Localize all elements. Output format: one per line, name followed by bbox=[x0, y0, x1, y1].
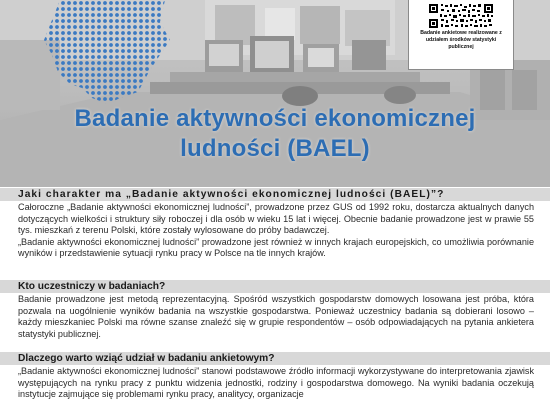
section-heading: Jaki charakter ma „Badanie aktywności ekonomicznej ludności (BAEL)”? bbox=[0, 188, 550, 201]
section-why-participate bbox=[0, 352, 550, 400]
paragraph: Badanie prowadzone jest metodą reprezentacyjną. Spośród wszystkich gospodarstw domowych losowana jest próba, która pozwala na uogólnienie wyników badania na wszystkie gospodarstwa. Ponieważ uczestnicy badania są dobierani losowo – każdy mieszkaniec Polski ma równe szanse znaleźć się w grupie respondentów – osób odpowiadających na pytania ankietera statystyki publicznej. bbox=[18, 294, 534, 339]
section-participants bbox=[0, 280, 550, 340]
header-photo bbox=[0, 0, 550, 187]
qr-code-icon bbox=[427, 3, 495, 29]
section-text bbox=[0, 293, 550, 340]
article-body bbox=[0, 188, 550, 400]
page-title bbox=[0, 104, 550, 164]
paragraph: Całoroczne „Badanie aktywności ekonomicznej ludności”, prowadzone przez GUS od 1992 roku, dostarcza aktualnych danych dotyczących wielkości i struktury siły roboczej i dla osób w wieku 15 lat i więcej. Obecnie badanie prowadzone jest w prawie 55 tys. mieszkań z terenu Polski, które zostały wylosowane do próby badawczej. bbox=[18, 202, 534, 236]
poland-map-icon bbox=[0, 0, 200, 110]
qr-caption: Badanie ankietowe realizowane z udziałem środków statystyki publicznej bbox=[420, 30, 502, 50]
section-heading: Kto uczestniczy w badaniach? bbox=[0, 280, 550, 293]
title-line-1: Badanie aktywności ekonomicznej bbox=[74, 105, 476, 132]
paragraph: „Badanie aktywności ekonomicznej ludności” prowadzone jest również w innych krajach europejskich, co umożliwia porównanie wyników i przedstawienie sytuacji rynku pracy w Polsce na tle innych krajów. bbox=[18, 236, 534, 259]
section-character bbox=[0, 188, 550, 260]
section-heading: Dlaczego warto wziąć udział w badaniu ankietowym? bbox=[0, 352, 550, 365]
title-line-2: ludności (BAEL) bbox=[180, 135, 370, 162]
qr-badge bbox=[408, 0, 514, 70]
section-text bbox=[0, 365, 550, 400]
section-text bbox=[0, 201, 550, 260]
paragraph: „Badanie aktywności ekonomicznej ludności” stanowi podstawowe źródło informacji wykorzystywane do interpretowania zjawisk występujących na rynku pracy z punktu widzenia jednostki, rodziny i gospodarstwa domowego. Na wyniki badania oczekują instytucje zajmujące się problemami rynku pracy, analitycy, organizacje bbox=[18, 366, 534, 400]
